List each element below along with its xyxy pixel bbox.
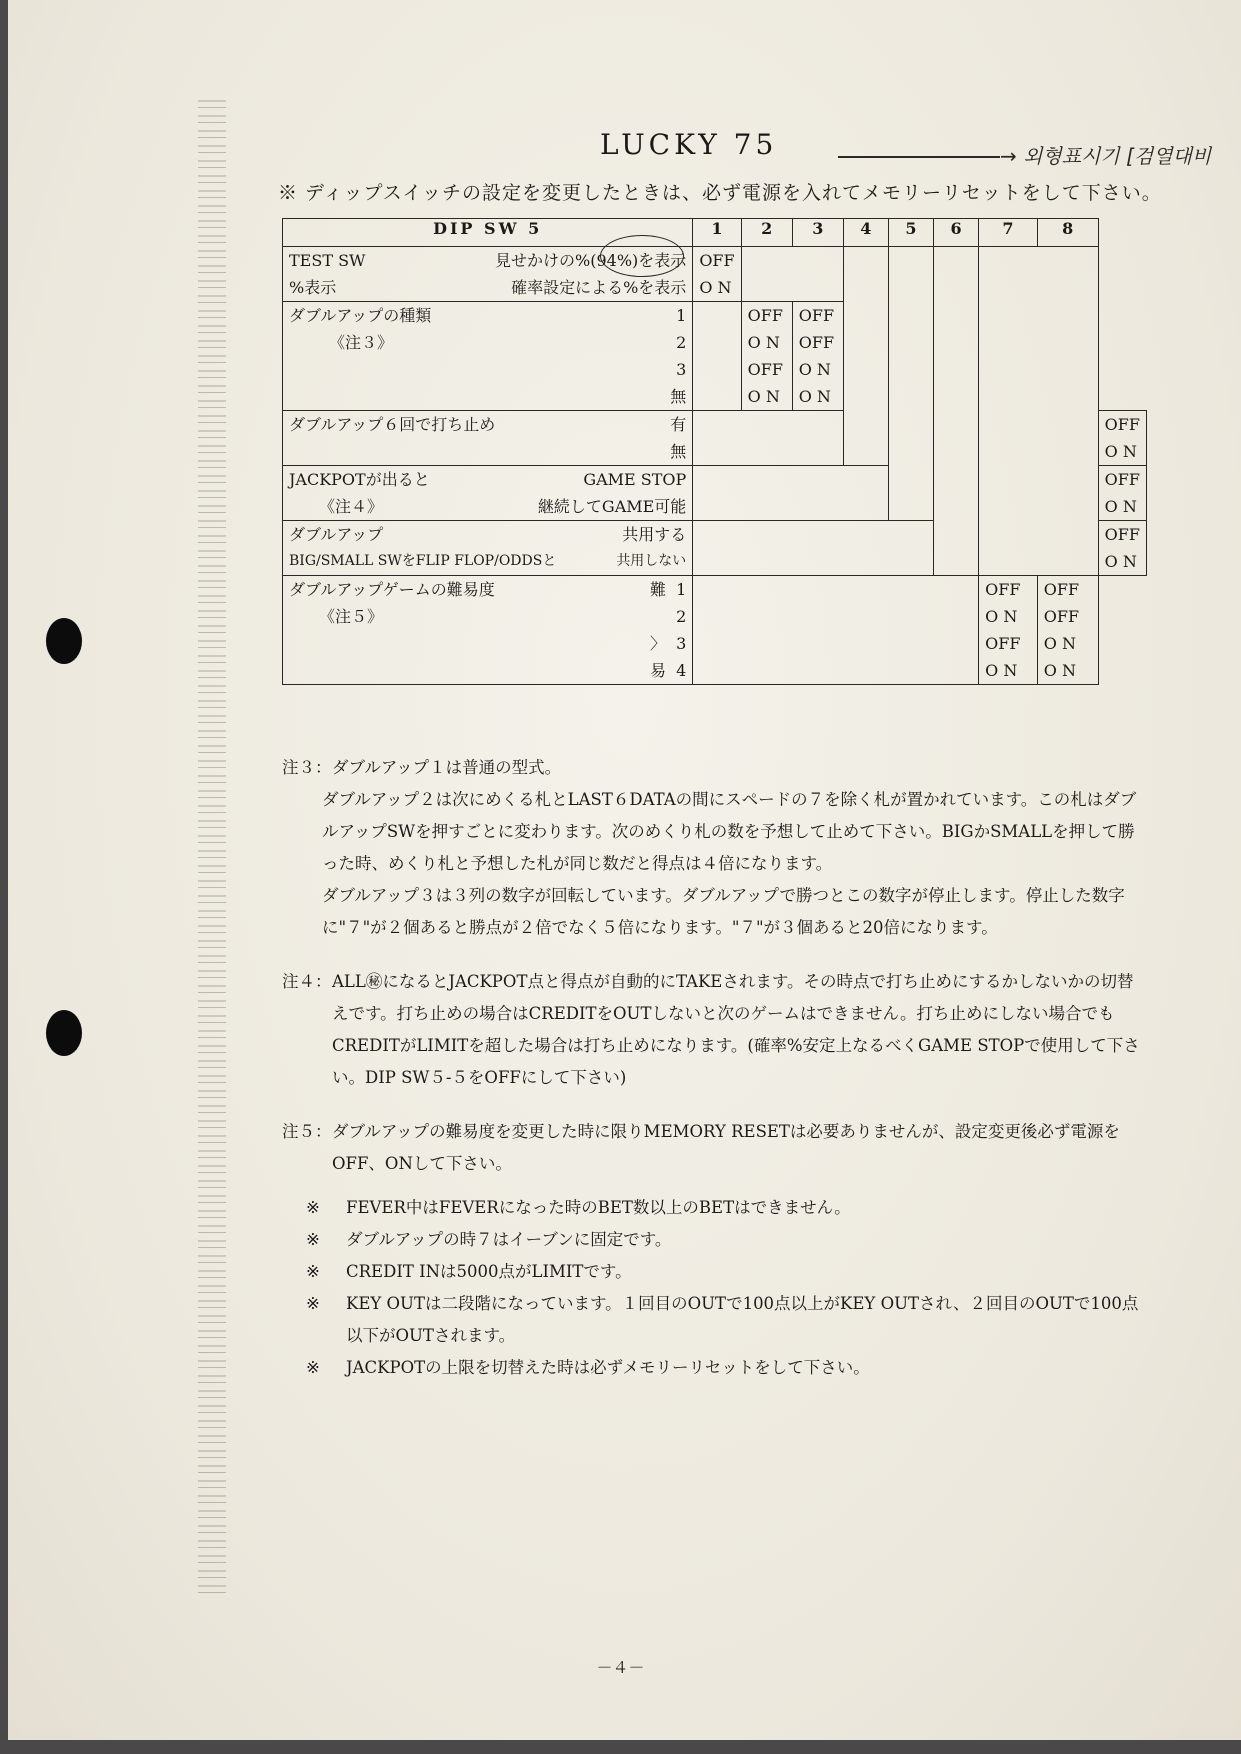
note-4: 注４： ALL㊙になるとJACKPOT点と得点が自動的にTAKEされます。その時点で打ち止めにするかしないかの切替えです。打ち止めの場合はCREDITをOUTしないと次のゲームはできません。打ち止めにしない場合でもCREDITがLIMITを超した場合は打ち止めになります。(確率%安定上なるべくGAME STOPで使用して下さい。DIP SW５-５をOFFにして下さい) [282,972,1140,1087]
notes-section [282,752,1142,1384]
column-header: 2 [741,219,792,247]
handwritten-note: → 외형표시기 [검열대비 [1000,144,1212,168]
column-header: 7 [979,219,1038,247]
page-edge-grain [198,100,226,1600]
column-header: 4 [843,219,888,247]
handwritten-arrow [838,156,1000,158]
page-number: －４－ [596,1658,645,1677]
table-row: ダブルアップの種類 1 《注３》 2 3 無 OFF O N OFF O N OFF OFF O N O N [283,302,1147,411]
table-row: ダブルアップ 共用する BIG/SMALL SWをFLIP FLOP/ODDSと 共用しない OFF O N [283,521,1147,576]
notice-text: ※ ディップスイッチの設定を変更したときは、必ず電源を入れてメモリーリセットをして下さい。 [278,182,1162,204]
page-title: LUCKY 75 [600,128,778,161]
dip-switch-table [282,218,1147,685]
list-item: ※ JACKPOTの上限を切替えた時は必ずメモリーリセットをして下さい。 [306,1358,870,1377]
list-item: ※ ダブルアップの時７はイーブンに固定です。 [306,1230,672,1249]
note-3-paragraph-2: ダブルアップ２は次にめくる札とLAST６DATAの間にスペードの７を除く札が置かれています。この札はダブルアップSWを押すごとに変わります。次のめくり札の数を予想して止めて下さい。BIGかSMALLを押して勝った時、めくり札と予想した札が同じ数だと得点は４倍になります。 [322,790,1137,873]
column-header: 1 [693,219,741,247]
table-header-label: DIP SW 5 [283,219,693,247]
note-5: 注５： ダブルアップの難易度を変更した時に限りMEMORY RESETは必要ありませんが、設定変更後必ず電源をOFF、ONして下さい。 [282,1122,1120,1173]
star-notes [282,1192,1142,1384]
note-3-paragraph-3: ダブルアップ３は３列の数字が回転しています。ダブルアップで勝つとこの数字が停止します。停止した数字に"７"が２個あると勝点が２倍でなく５倍になります。"７"が３個あると20倍になります。 [322,886,1125,937]
table-row: ダブルアップ６回で打ち止め 有 無 OFF O N [283,411,1147,466]
punch-hole [46,618,82,664]
column-header: 8 [1037,219,1098,247]
table-header-row [283,219,1147,247]
punch-hole [46,1010,82,1056]
table-row: ダブルアップゲームの難易度 難 1 《注５》 2 〉 3 易 4 OFF O N OFF O N OFF OFF O N O N [283,576,1147,685]
table-row: JACKPOTが出ると GAME STOP 《注４》 継続してGAME可能 OFF O N [283,466,1147,521]
column-header: 3 [792,219,843,247]
list-item: ※ CREDIT INは5000点がLIMITです。 [306,1262,632,1281]
column-header: 5 [888,219,933,247]
column-header: 6 [934,219,979,247]
table-row: TEST SW 見せかけの%(94%)を表示 %表示 確率設定による%を表示 OFF O N [283,247,1147,302]
note-3: 注３： ダブルアップ１は普通の型式。 [282,758,562,777]
list-item: ※ KEY OUTは二段階になっています。１回目のOUTで100点以上がKEY OUTされ、２回目のOUTで100点以下がOUTされます。 [306,1294,1139,1345]
list-item: ※ FEVER中はFEVERになった時のBET数以上のBETはできません。 [306,1198,851,1217]
